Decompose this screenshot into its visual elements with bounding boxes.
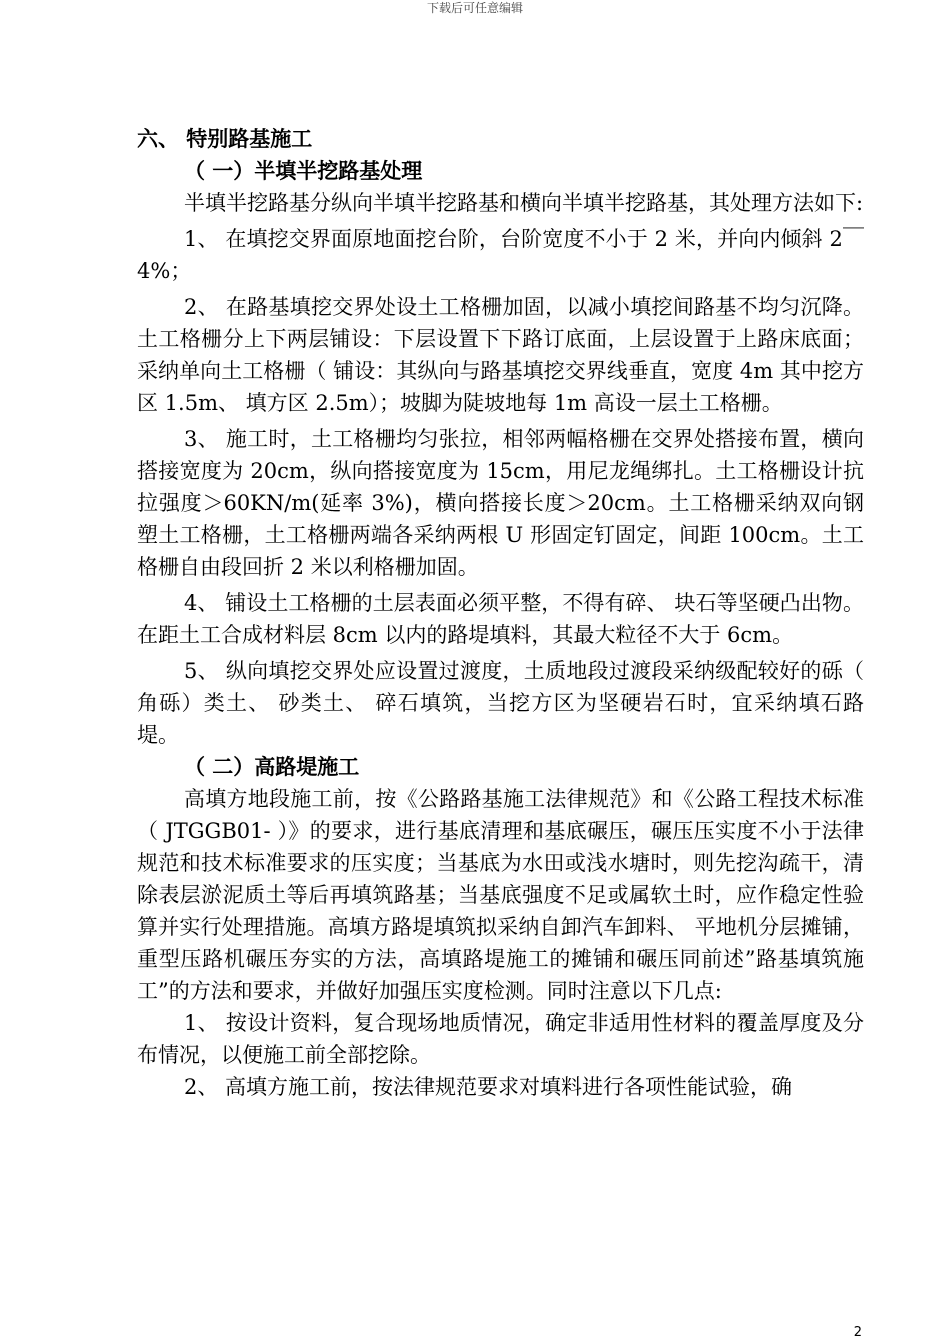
subsection-heading-2: （ 二）高路堤施工 <box>184 755 360 779</box>
list-item: 5、 纵向填挖交界处应设置过渡度，土质地段过渡段采纳级配较好的砾（ 角砾）类土、 砂类土、 碎石填筑，当挖方区为坚硬岩石时，宜采纳填石路堤。 <box>137 659 864 747</box>
list-item: 1、 在填挖交界面原地面挖台阶，台阶宽度不小于 2 米，并向内倾斜 2￣4%； <box>137 227 864 283</box>
page-header-note: 下载后可任意编辑 <box>426 1 523 15</box>
list-item: 2、 高填方施工前，按法律规范要求对填料进行各项性能试验，确 <box>184 1075 793 1099</box>
paragraph-intro-1: 半填半挖路基分纵向半填半挖路基和横向半填半挖路基，其处理方法如下: <box>184 191 864 215</box>
list-item: 1、 按设计资料，复合现场地质情况，确定非适用性材料的覆盖厚度及分布情况，以便施工前全部挖除。 <box>137 1011 864 1067</box>
section-heading: 六、 特别路基施工 <box>137 127 313 151</box>
list-item: 2、 在路基填挖交界处设土工格栅加固，以减小填挖间路基不均匀沉降。土工格栅分上下两层铺设：下层设置下下路订底面，上层设置于上路床底面；采纳单向土工格栅（ 铺设：其纵向与路基填挖交界线垂直，宽度 4m 其中挖方区 1.5m、 填方区 2.5m）；坡脚为陡坡地每 1m 高设一层土工格栅。 <box>137 295 864 415</box>
subsection-heading-1: （ 一）半填半挖路基处理 <box>184 159 423 183</box>
list-item: 3、 施工时，土工格栅均匀张拉，相邻两幅格栅在交界处搭接布置，横向搭接宽度为 20cm，纵向搭接宽度为 15cm，用尼龙绳绑扎。土工格栅设计抗拉强度＞60KN/m(延率 3%)，横向搭接长度＞20cm。土工格栅采纳双向钢塑土工格栅，土工格栅两端各采纳两根 U 形固定钉固定，间距 100cm。土工格栅自由段回折 2 米以利格栅加固。 <box>137 427 864 579</box>
paragraph-intro-2: 高填方地段施工前，按《公路路基施工法律规范》和《公路工程技术标准（ JTGGB01- ）》的要求，进行基底清理和基底碾压，碾压压实度不小于法律规范和技术标准要求的压实度；当基底为水田或浅水塘时，则先挖沟疏干，清除表层淤泥质土等后再填筑路基；当基底强度不足或属软土时，应作稳定性验算并实行处理措施。高填方路堤填筑拟采纳自卸汽车卸料、 平地机分层摊铺，重型压路机碾压夯实的方法，高填路堤施工的摊铺和碾压同前述”路基填筑施工”的方法和要求，并做好加强压实度检测。同时注意以下几点: <box>137 787 864 1003</box>
page-number: 2 <box>853 1325 862 1340</box>
list-item: 4、 铺设土工格栅的土层表面必须平整，不得有碎、 块石等坚硬凸出物。在距土工合成材料层 8cm 以内的路堤填料，其最大粒径不大于 6cm。 <box>137 591 864 647</box>
document-body <box>137 123 864 1103</box>
